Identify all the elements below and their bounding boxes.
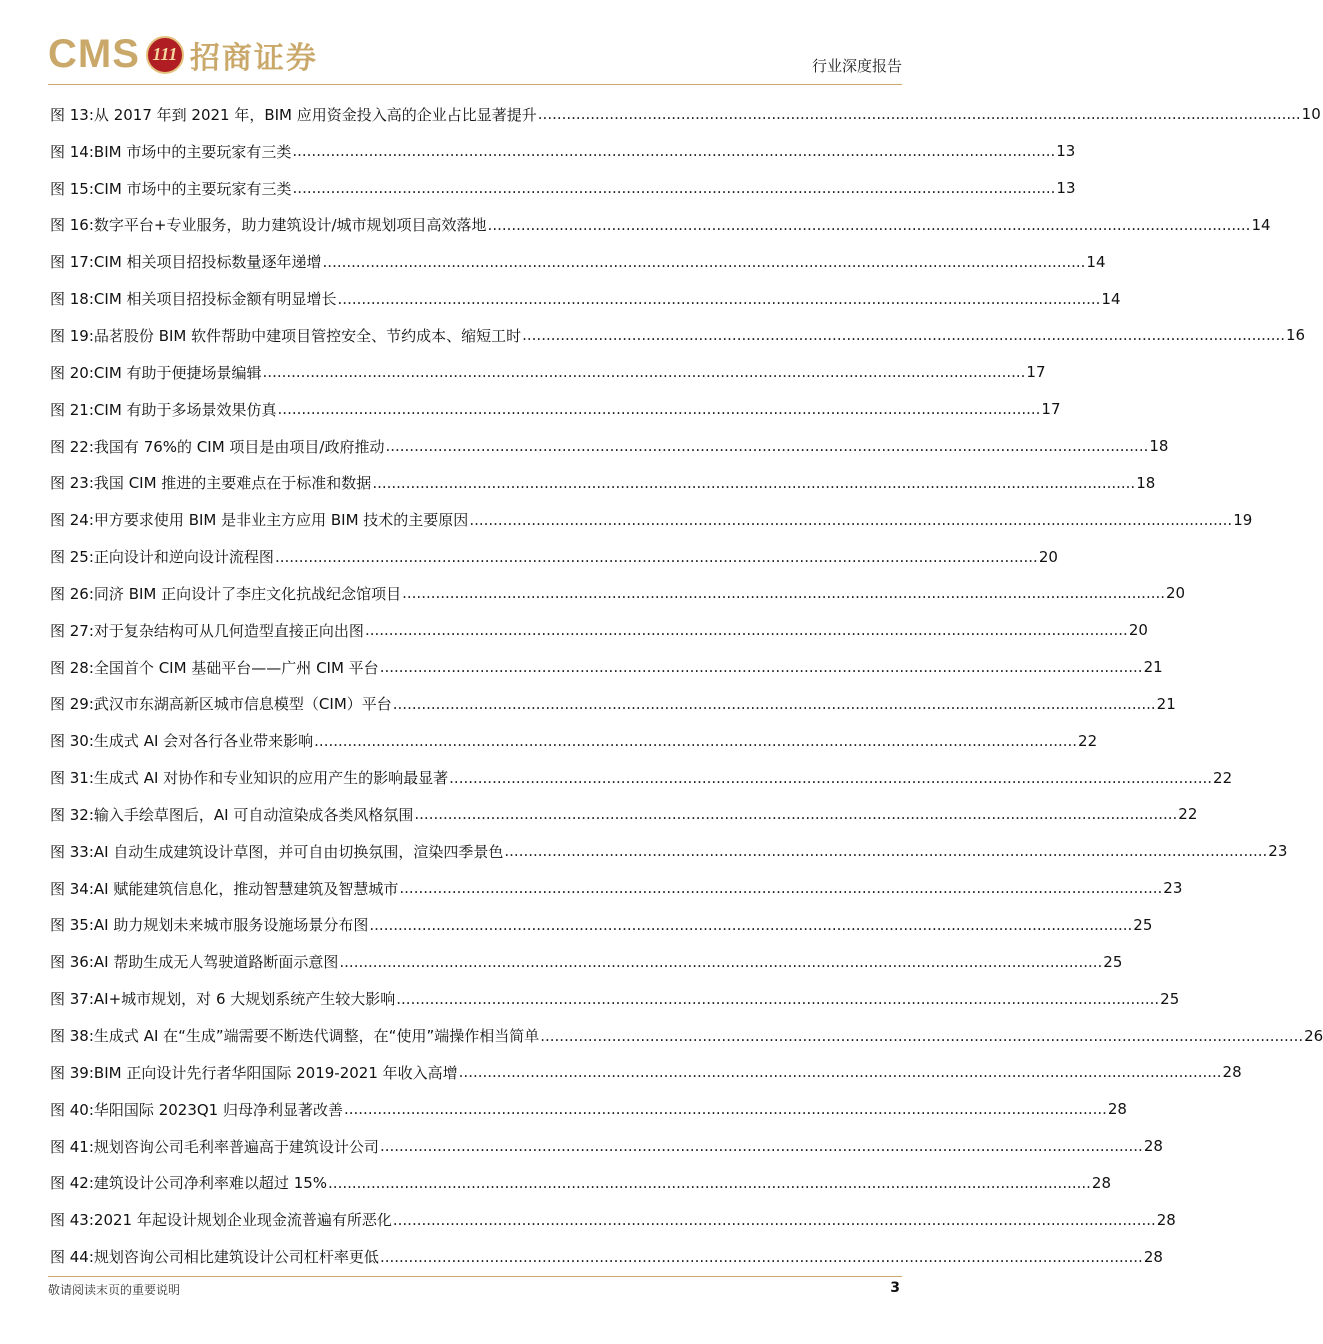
footer-divider <box>48 1276 902 1277</box>
cms-logo <box>48 32 318 77</box>
toc-leader-dots <box>314 732 1077 750</box>
toc-leader-dots <box>380 1137 1143 1155</box>
toc-entry-page: 28 <box>1222 1063 1242 1082</box>
toc-leader-dots <box>459 1063 1222 1081</box>
toc-entry-title: AI 自动生成建筑设计草图，并可自由切换氛围，渲染四季景色 <box>93 842 504 861</box>
toc-entry-page: 22 <box>1213 768 1233 787</box>
toc-entry[interactable] <box>50 1054 1242 1091</box>
toc-entry-page: 28 <box>1107 1100 1127 1119</box>
toc-entry[interactable] <box>50 1238 1163 1275</box>
toc-entry[interactable] <box>50 317 1306 354</box>
toc-leader-dots <box>278 400 1041 418</box>
toc-leader-dots <box>372 474 1135 492</box>
toc-entry-title: AI 帮助生成无人驾驶道路断面示意图 <box>93 953 339 972</box>
toc-entry[interactable] <box>50 1128 1163 1165</box>
toc-entry-label: 图 33: <box>50 842 94 861</box>
toc-entry-page: 20 <box>1038 547 1058 566</box>
toc-entry-page: 18 <box>1136 473 1156 492</box>
toc-leader-dots <box>263 363 1026 381</box>
toc-entry-title: 建筑设计公司净利率难以超过 15% <box>93 1174 328 1193</box>
toc-entry-title: AI 赋能建筑信息化，推动智慧建筑及智慧城市 <box>93 879 399 898</box>
toc-entry-page: 25 <box>1103 952 1123 971</box>
toc-entry-title: BIM 正向设计先行者华阳国际 2019-2021 年收入高增 <box>93 1063 458 1082</box>
toc-entry-title: 甲方要求使用 BIM 是非业主方应用 BIM 技术的主要原因 <box>93 511 469 530</box>
toc-entry-title: 武汉市东湖高新区城市信息模型（CIM）平台 <box>93 695 392 714</box>
toc-entry-label: 图 41: <box>50 1137 94 1156</box>
toc-entry-page: 14 <box>1101 289 1121 308</box>
toc-entry[interactable] <box>50 870 1183 907</box>
toc-entry[interactable] <box>50 1091 1127 1128</box>
toc-entry-title: 我国有 76%的 CIM 项目是由项目/政府推动 <box>93 437 385 456</box>
toc-entry-title: 规划咨询公司毛利率普遍高于建筑设计公司 <box>93 1137 379 1156</box>
toc-entry-page: 28 <box>1156 1210 1176 1229</box>
toc-entry-title: 华阳国际 2023Q1 归母净利显著改善 <box>93 1100 343 1119</box>
toc-entry-page: 20 <box>1128 621 1148 640</box>
toc-leader-dots <box>488 216 1251 234</box>
toc-leader-dots <box>469 511 1232 529</box>
toc-entry-title: CIM 有助于多场景效果仿真 <box>93 400 277 419</box>
toc-entry[interactable] <box>50 980 1180 1017</box>
toc-entry-title: CIM 市场中的主要玩家有三类 <box>93 179 292 198</box>
toc-entry[interactable] <box>50 575 1186 612</box>
toc-entry[interactable] <box>50 428 1169 465</box>
toc-entry-label: 图 30: <box>50 732 94 751</box>
toc-leader-dots <box>338 290 1101 308</box>
toc-entry-title: 输入手绘草图后，AI 可自动渲染成各类风格氛围 <box>93 805 414 824</box>
toc-entry-page: 18 <box>1149 437 1169 456</box>
toc-entry[interactable] <box>50 1017 1323 1054</box>
toc-entry-title: 生成式 AI 在“生成”端需要不断迭代调整，在“使用”端操作相当简单 <box>93 1027 540 1046</box>
toc-leader-dots <box>449 769 1212 787</box>
toc-entry[interactable] <box>50 243 1106 280</box>
toc-entry-page: 16 <box>1286 326 1306 345</box>
footer-disclaimer: 敬请阅读末页的重要说明 <box>48 1283 181 1297</box>
toc-entry-page: 28 <box>1143 1247 1163 1266</box>
toc-entry-page: 26 <box>1304 1026 1323 1045</box>
toc-entry-title: 数字平台+专业服务，助力建筑设计/城市规划项目高效落地 <box>93 216 487 235</box>
toc-entry[interactable] <box>50 943 1123 980</box>
toc-entry-title: CIM 相关项目招投标金额有明显增长 <box>93 290 337 309</box>
toc-entry-title: AI 助力规划未来城市服务设施场景分布图 <box>93 916 369 935</box>
toc-entry-page: 25 <box>1160 989 1180 1008</box>
toc-entry-label: 图 21: <box>50 400 94 419</box>
toc-entry-title: 同济 BIM 正向设计了李庄文化抗战纪念馆项目 <box>93 584 402 603</box>
toc-entry-label: 图 31: <box>50 769 94 788</box>
toc-entry-title: AI+城市规划，对 6 大规划系统产生较大影响 <box>93 990 396 1009</box>
toc-entry-title: 对于复杂结构可从几何造型直接正向出图 <box>93 621 364 640</box>
toc-entry-label: 图 38: <box>50 1027 94 1046</box>
toc-entry-label: 图 16: <box>50 216 94 235</box>
toc-entry[interactable] <box>50 354 1046 391</box>
toc-entry-label: 图 35: <box>50 916 94 935</box>
toc-entry-label: 图 18: <box>50 290 94 309</box>
toc-entry-label: 图 15: <box>50 179 94 198</box>
toc-entry-page: 23 <box>1268 842 1288 861</box>
toc-entry[interactable] <box>50 207 1271 244</box>
toc-entry-page: 22 <box>1178 805 1198 824</box>
toc-entry-title: 生成式 AI 对协作和专业知识的应用产生的影响最显著 <box>93 769 449 788</box>
toc-entry[interactable] <box>50 133 1076 170</box>
toc-entry[interactable] <box>50 501 1253 538</box>
page-header <box>48 26 902 86</box>
logo-text: CMS <box>48 32 140 76</box>
toc-leader-dots <box>323 253 1086 271</box>
toc-entry-page: 14 <box>1086 252 1106 271</box>
toc-leader-dots <box>504 842 1267 860</box>
toc-leader-dots <box>369 916 1132 934</box>
toc-entry-label: 图 22: <box>50 437 94 456</box>
toc-entry-label: 图 24: <box>50 511 94 530</box>
toc-leader-dots <box>293 179 1056 197</box>
toc-entry-label: 图 37: <box>50 990 94 1009</box>
toc-entry-label: 图 36: <box>50 953 94 972</box>
toc-entry-title: 正向设计和逆向设计流程图 <box>93 548 274 567</box>
toc-leader-dots <box>328 1174 1091 1192</box>
toc-entry[interactable] <box>50 538 1058 575</box>
toc-entry-label: 图 20: <box>50 363 94 382</box>
toc-entry-title: 从 2017 年到 2021 年，BIM 应用资金投入高的企业占比显著提升 <box>93 105 537 124</box>
toc-entry-label: 图 29: <box>50 695 94 714</box>
toc-entry-title: CIM 相关项目招投标数量逐年递增 <box>93 253 322 272</box>
toc-entry[interactable] <box>50 170 1076 207</box>
toc-leader-dots <box>393 695 1156 713</box>
toc-entry-title: 生成式 AI 会对各行各业带来影响 <box>93 732 314 751</box>
report-type: 行业深度报告 <box>811 57 902 75</box>
toc-entry-label: 图 42: <box>50 1174 94 1193</box>
toc-leader-dots <box>540 1027 1303 1045</box>
toc-entry[interactable] <box>50 649 1163 686</box>
toc-leader-dots <box>538 105 1301 123</box>
toc-entry-page: 28 <box>1091 1173 1112 1192</box>
toc-entry[interactable] <box>50 796 1198 833</box>
toc-entry[interactable] <box>50 907 1153 944</box>
toc-entry-label: 图 40: <box>50 1100 94 1119</box>
logo-badge-icon: 111 <box>146 36 184 74</box>
toc-entry-title: 规划咨询公司相比建筑设计公司杠杆率更低 <box>93 1248 379 1267</box>
toc-entry-title: CIM 有助于便捷场景编辑 <box>93 363 262 382</box>
toc-entry-page: 13 <box>1056 142 1076 161</box>
toc-entry-label: 图 19: <box>50 326 94 345</box>
toc-entry[interactable] <box>50 686 1176 723</box>
toc-entry-page: 25 <box>1133 915 1153 934</box>
toc-entry[interactable] <box>50 464 1156 501</box>
toc-leader-dots <box>393 1211 1156 1229</box>
toc-entry[interactable] <box>50 612 1148 649</box>
toc-entry-title: 品茗股份 BIM 软件帮助中建项目管控安全、节约成本、缩短工时 <box>93 326 522 345</box>
toc-entry-page: 23 <box>1163 879 1183 898</box>
toc-leader-dots <box>399 879 1162 897</box>
toc-entry-label: 图 13: <box>50 105 94 124</box>
toc-leader-dots <box>339 953 1102 971</box>
toc-entry-title: BIM 市场中的主要玩家有三类 <box>93 142 292 161</box>
toc-entry-page: 20 <box>1166 584 1186 603</box>
toc-entry-page: 21 <box>1156 694 1176 713</box>
toc-entry-title: 我国 CIM 推进的主要难点在于标准和数据 <box>93 474 372 493</box>
toc-entry[interactable] <box>50 759 1233 796</box>
toc-leader-dots <box>292 142 1055 160</box>
toc-entry[interactable] <box>50 96 1321 133</box>
toc-entry-label: 图 39: <box>50 1063 94 1082</box>
toc-entry-page: 22 <box>1078 731 1098 750</box>
toc-entry-label: 图 27: <box>50 621 94 640</box>
toc-entry[interactable] <box>50 1201 1176 1238</box>
toc-entry-page: 14 <box>1251 215 1271 234</box>
toc-entry-title: 全国首个 CIM 基础平台——广州 CIM 平台 <box>93 658 379 677</box>
toc-entry-label: 图 43: <box>50 1211 94 1230</box>
toc-entry[interactable] <box>50 280 1121 317</box>
page-number: 3 <box>890 1280 900 1296</box>
toc-leader-dots <box>414 805 1177 823</box>
toc-entry-page: 28 <box>1143 1137 1163 1156</box>
toc-leader-dots <box>385 437 1148 455</box>
toc-entry-label: 图 32: <box>50 805 94 824</box>
figure-list <box>50 96 1323 1275</box>
toc-entry[interactable] <box>50 722 1098 759</box>
toc-entry-label: 图 23: <box>50 474 94 493</box>
toc-leader-dots <box>402 584 1165 602</box>
toc-entry-label: 图 28: <box>50 658 94 677</box>
toc-entry-label: 图 26: <box>50 584 94 603</box>
toc-entry-label: 图 25: <box>50 548 94 567</box>
toc-entry[interactable] <box>50 391 1061 428</box>
toc-entry-page: 21 <box>1143 658 1163 677</box>
logo-chinese-name: 招商证券 <box>189 40 318 76</box>
toc-entry[interactable] <box>50 833 1288 870</box>
toc-leader-dots <box>344 1100 1107 1118</box>
toc-entry-page: 17 <box>1026 363 1046 382</box>
toc-entry-page: 10 <box>1301 105 1321 124</box>
toc-leader-dots <box>275 548 1038 566</box>
toc-entry-page: 19 <box>1233 510 1253 529</box>
toc-entry[interactable] <box>50 1164 1112 1201</box>
toc-leader-dots <box>522 326 1285 344</box>
toc-entry-page: 13 <box>1056 179 1076 198</box>
toc-entry-title: 2021 年起设计规划企业现金流普遍有所恶化 <box>93 1211 392 1230</box>
toc-entry-label: 图 44: <box>50 1248 94 1267</box>
toc-leader-dots <box>365 621 1128 639</box>
toc-leader-dots <box>396 990 1159 1008</box>
toc-entry-label: 图 14: <box>50 142 94 161</box>
toc-entry-label: 图 17: <box>50 253 94 272</box>
toc-leader-dots <box>380 658 1143 676</box>
toc-leader-dots <box>380 1248 1143 1266</box>
header-divider <box>48 84 902 85</box>
toc-entry-label: 图 34: <box>50 879 94 898</box>
toc-entry-page: 17 <box>1041 400 1061 419</box>
